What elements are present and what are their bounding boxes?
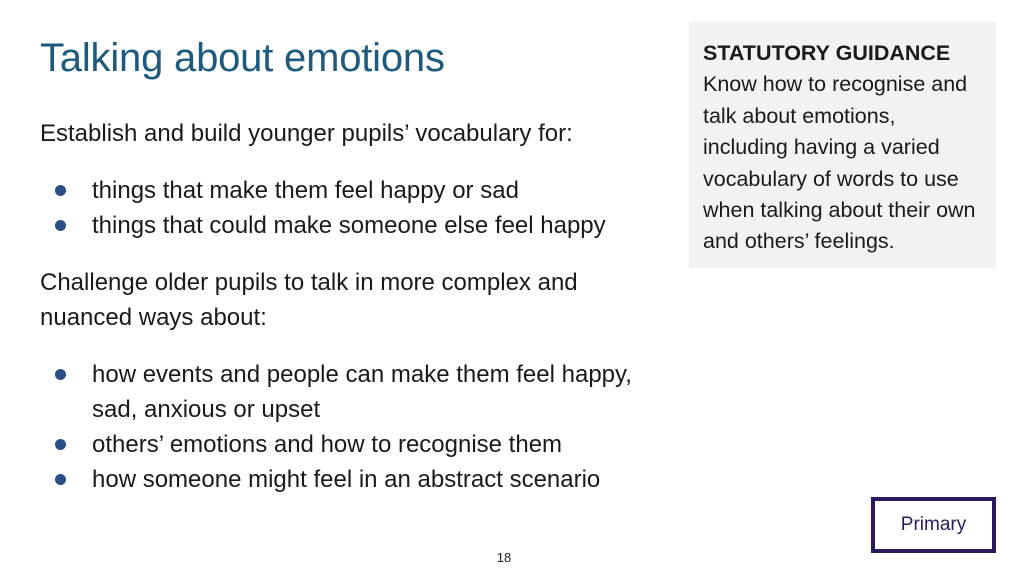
older-pupils-list	[40, 357, 660, 497]
list-item	[40, 357, 660, 427]
list-item-text: things that make them feel happy or sad	[92, 177, 519, 204]
list-item-text: others’ emotions and how to recognise them	[92, 431, 563, 458]
guidance-body: Know how to recognise and talk about emotions, including having a varied vocabulary of words to use when talking about their own and others’ feelings.	[703, 72, 976, 254]
younger-pupils-list	[40, 173, 660, 243]
list-item	[40, 462, 660, 497]
bullet-icon	[55, 439, 66, 450]
list-item-text: things that could make someone else feel happy	[92, 212, 606, 239]
list-item	[40, 427, 660, 462]
list-item	[40, 208, 660, 243]
statutory-guidance-box	[689, 22, 996, 268]
bullet-icon	[55, 185, 66, 196]
slide-title: Talking about emotions	[40, 36, 445, 80]
page-number: 18	[496, 550, 512, 565]
bullet-icon	[55, 474, 66, 485]
primary-badge: Primary	[871, 497, 996, 553]
bullet-icon	[55, 220, 66, 231]
list-item	[40, 173, 660, 208]
older-pupils-intro: Challenge older pupils to talk in more complex and nuanced ways about:	[40, 269, 578, 331]
bullet-icon	[55, 369, 66, 380]
guidance-heading: STATUTORY GUIDANCE	[703, 41, 951, 65]
main-content	[40, 116, 660, 519]
younger-pupils-intro: Establish and build younger pupils’ vocabulary for:	[40, 120, 573, 147]
list-item-text: how events and people can make them feel happy, sad, anxious or upset	[92, 361, 632, 423]
list-item-text: how someone might feel in an abstract scenario	[92, 466, 601, 493]
